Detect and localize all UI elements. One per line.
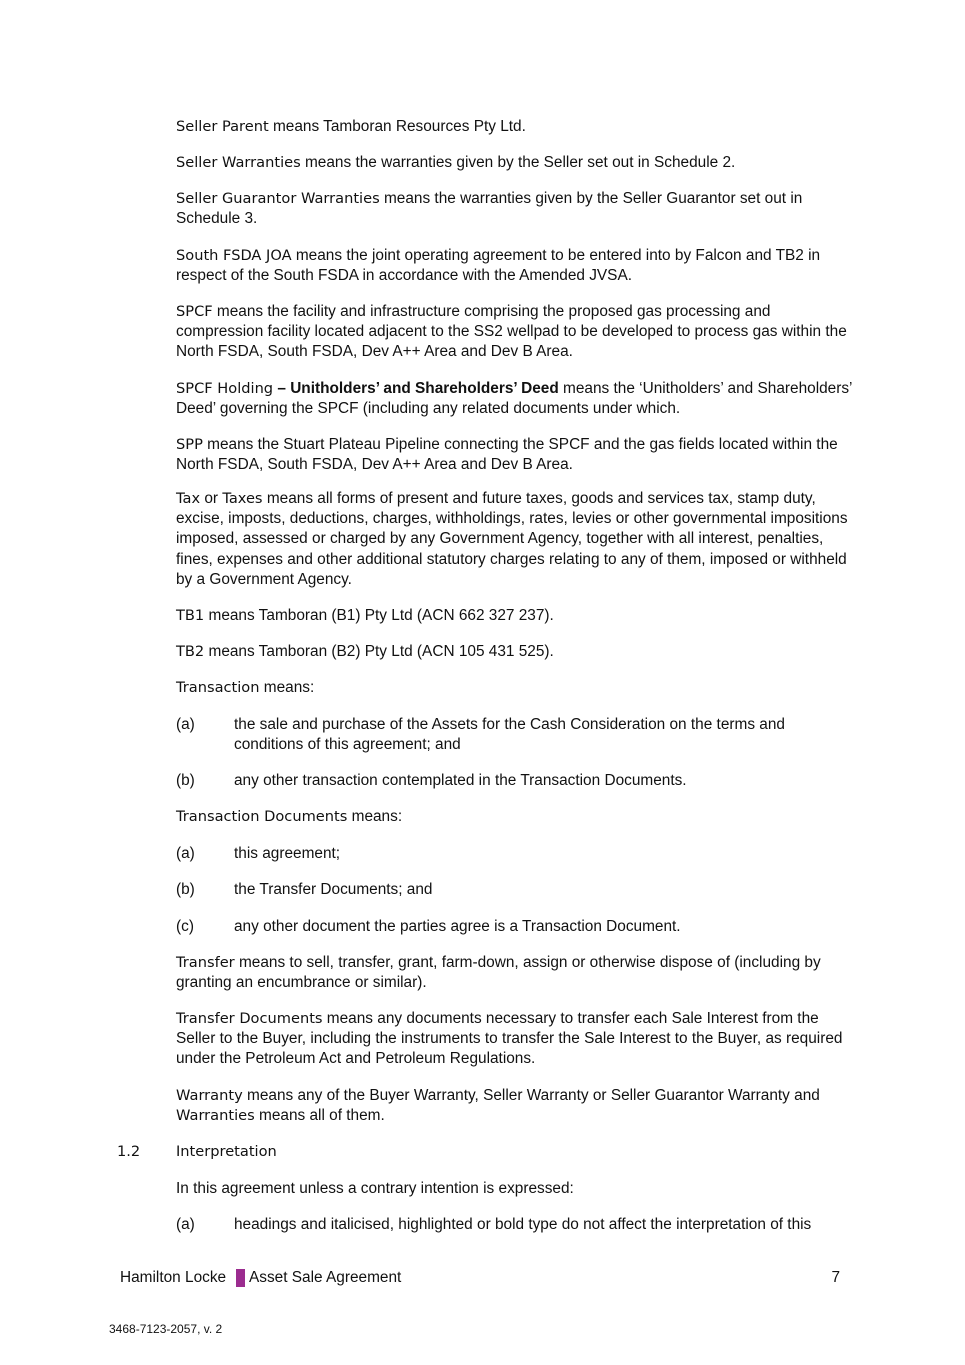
defined-term: Tax [176, 490, 201, 507]
definition-text: means the warranties given by the Seller set out in Schedule 2. [300, 154, 736, 171]
list-item-label: (a) [176, 1216, 195, 1233]
defined-term: Transfer [176, 954, 235, 971]
footer-document-title: Asset Sale Agreement [249, 1269, 402, 1286]
list-item-text: this agreement; [234, 845, 341, 862]
list-item-text: the sale and purchase of the Assets for the Cash Consideration on the terms and conditions of this agreement; and [234, 716, 785, 754]
definition-text: means: [259, 679, 315, 696]
defined-term: Seller Parent [176, 118, 269, 135]
list-item-label: (b) [176, 881, 195, 898]
defined-term: Warranty [176, 1087, 243, 1104]
defined-term-alt: Warranties [176, 1107, 255, 1125]
definition-text: means any of the Buyer Warranty, Seller Warranty or Seller Guarantor Warranty and [242, 1087, 820, 1104]
definition-seller-warranties [176, 153, 856, 173]
definition-text: means to sell, transfer, grant, farm-down, assign or otherwise dispose of (including by granting an encumbrance or similar). [176, 954, 821, 992]
defined-term-alt: Taxes [222, 490, 263, 507]
definition-spp [176, 435, 856, 475]
page-footer [120, 1268, 840, 1288]
section-number: 1.2 [117, 1143, 141, 1160]
defined-term: TB2 [176, 643, 205, 660]
document-reference: 3468-7123-2057, v. 2 [109, 1322, 223, 1336]
defined-term: SPP [176, 436, 203, 453]
list-item-text: the Transfer Documents; and [234, 881, 433, 898]
defined-term: SPCF [176, 303, 213, 320]
definition-transaction-documents [176, 807, 856, 827]
definition-transfer [176, 953, 856, 993]
defined-term: Transfer Documents [176, 1010, 323, 1027]
definition-transfer-documents [176, 1009, 856, 1070]
definition-connector: or [200, 490, 223, 507]
definition-text: means Tamboran Resources Pty Ltd. [268, 118, 526, 135]
definition-text: means the ‘Unitholders’ and Shareholders’ Deed’ governing the SPCF (including any related documents under which. [176, 380, 852, 418]
list-item-label: (a) [176, 845, 195, 862]
defined-term: TB1 [176, 607, 205, 624]
list-item-text: headings and italicised, highlighted or bold type do not affect the interpretation of this [234, 1216, 812, 1233]
definition-text: means the warranties given by the Seller Guarantor set out in Schedule 3. [176, 190, 803, 228]
defined-term: South FSDA JOA [176, 247, 292, 264]
definition-text: means Tamboran (B1) Pty Ltd (ACN 662 327 237). [204, 607, 554, 624]
definition-tb1 [176, 606, 856, 626]
definition-warranty [176, 1086, 856, 1126]
list-item-text: any other transaction contemplated in the Transaction Documents. [234, 772, 687, 789]
definition-text: means the facility and infrastructure comprising the proposed gas processing and compression facility located adjacent to the SS2 wellpad to be developed to process gas within the North FSDA, South FSDA, Dev A++ Area and Dev B Area. [176, 303, 847, 361]
page-number: 7 [831, 1269, 840, 1286]
definition-text: means all forms of present and future taxes, goods and services tax, stamp duty, excise, imposts, deductions, charges, withholdings, rates, levies or other governmental impositions imposed, assessed or charged by any Government Agency, together with all interest, penalties, fines, expenses and other additional statutory charges relating to any of them, imposed or withheld by a Government Agency. [176, 490, 848, 588]
definition-tax [176, 489, 856, 590]
definition-text: means any documents necessary to transfer each Sale Interest from the Seller to the Buyer, including the instruments to transfer the Sale Interest to the Buyer, as required under the Petroleum Act and Petroleum Regulations. [176, 1010, 843, 1068]
footer-accent-bar [236, 1269, 245, 1287]
defined-term-bold: – Unitholders’ and Shareholders’ Deed [273, 380, 559, 397]
section-title: Interpretation [176, 1143, 277, 1160]
list-item-label: (a) [176, 716, 195, 733]
footer-firm-name: Hamilton Locke [120, 1269, 227, 1286]
definition-transaction [176, 678, 856, 698]
definition-tb2 [176, 642, 856, 662]
defined-term: Transaction [176, 679, 260, 696]
definition-text-end: means all of them. [254, 1107, 385, 1125]
list-item-label: (c) [176, 918, 194, 935]
definition-south-fsda-joa [176, 246, 856, 286]
definition-text: means: [347, 808, 403, 825]
list-item-text: any other document the parties agree is a Transaction Document. [234, 918, 681, 935]
defined-term: Transaction Documents [176, 808, 348, 825]
interpretation-intro: In this agreement unless a contrary intention is expressed: [176, 1180, 574, 1197]
definition-text: means Tamboran (B2) Pty Ltd (ACN 105 431 525). [204, 643, 554, 660]
defined-term: Seller Warranties [176, 154, 301, 171]
list-item-label: (b) [176, 772, 195, 789]
definition-seller-parent [176, 117, 856, 137]
definition-text: means the joint operating agreement to be entered into by Falcon and TB2 in respect of the South FSDA in accordance with the Amended JVSA. [176, 247, 821, 285]
defined-term: SPCF Holding [176, 380, 274, 397]
definition-spcf-holding [176, 379, 856, 419]
definition-text: means the Stuart Plateau Pipeline connecting the SPCF and the gas fields located within the North FSDA, South FSDA, Dev A++ Area and Dev B Area. [176, 436, 838, 474]
defined-term: Seller Guarantor Warranties [176, 190, 380, 207]
definition-seller-guarantor-warranties [176, 189, 856, 229]
definition-spcf [176, 302, 856, 363]
